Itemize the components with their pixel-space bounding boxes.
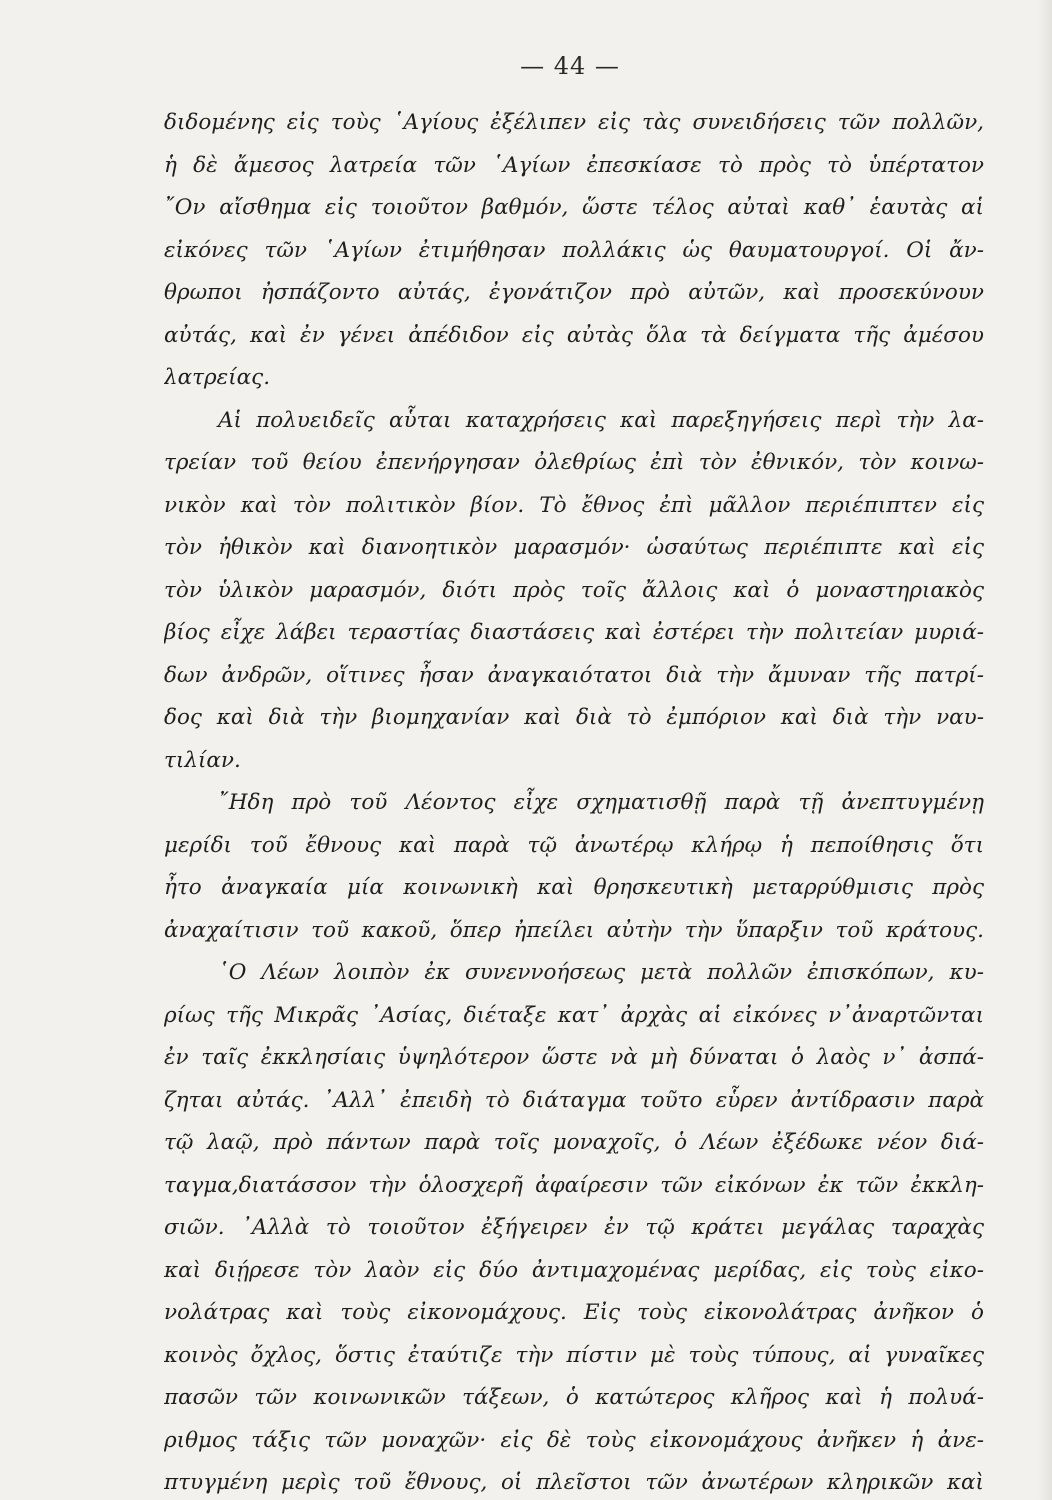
text-line: κοινὸς ὄχλος, ὅστις ἐταύτιζε τὴν πίστιν μὲ τοὺς τύπους, αἱ γυναῖκες: [164, 1342, 984, 1368]
text-line: τὸν ὑλικὸν μαρασμόν, διότι πρὸς τοῖς ἄλλοις καὶ ὁ μοναστηριακὸς: [164, 577, 984, 603]
text-line: ἦτο ἀναγκαία μία κοινωνικὴ καὶ θρησκευτικὴ μεταρρύθμισις πρὸς: [164, 875, 984, 900]
text-line: ζηται αὐτάς. ᾽Αλλ᾽ ἐπειδὴ τὸ διάταγμα τοῦτο εὗρεν ἀντίδρασιν παρὰ: [164, 1087, 984, 1113]
text-line: ῎Ηδη πρὸ τοῦ Λέοντος εἶχε σχηματισθῇ παρὰ τῇ ἀνεπτυγμένῃ: [218, 790, 984, 815]
text-line: θρωποι ἠσπάζοντο αὐτάς, ἐγονάτιζον πρὸ αὐτῶν, καὶ προσεκύνουν: [164, 280, 984, 305]
text-line: ἡ δὲ ἄμεσος λατρεία τῶν ῾Αγίων ἐπεσκίασε τὸ πρὸς τὸ ὑπέρτατον: [164, 152, 984, 178]
page-number: — 44 —: [520, 52, 620, 80]
text-line: διδομένης εἰς τοὺς ῾Αγίους ἐξέλιπεν εἰς τὰς συνειδήσεις τῶν πολλῶν,: [164, 110, 984, 135]
text-line: πασῶν τῶν κοινωνικῶν τάξεων, ὁ κατώτερος κλῆρος καὶ ἡ πολυά-: [164, 1385, 984, 1410]
text-line: νολάτρας καὶ τοὺς εἰκονομάχους. Εἰς τοὺς εἰκονολάτρας ἀνῆκον ὁ: [164, 1300, 984, 1325]
text-line: ριθμος τάξις τῶν μοναχῶν· εἰς δὲ τοὺς εἰκονομάχους ἀνῆκεν ἡ ἀνε-: [164, 1427, 984, 1453]
text-line: βίος εἶχε λάβει τεραστίας διαστάσεις καὶ ἐστέρει τὴν πολιτείαν μυριά-: [164, 620, 984, 645]
text-line: σιῶν. ᾽Αλλὰ τὸ τοιοῦτον ἐξήγειρεν ἐν τῷ κράτει μεγάλας ταραχὰς: [164, 1215, 984, 1240]
text-line: ῎Ον αἴσθημα εἰς τοιοῦτον βαθμόν, ὥστε τέλος αὐταὶ καθ᾽ ἑαυτὰς αἱ: [164, 195, 984, 220]
text-line: δων ἀνδρῶν, οἵτινες ἦσαν ἀναγκαιότατοι διὰ τὴν ἄμυναν τῆς πατρί-: [164, 662, 984, 688]
text-line: Αἱ πολυειδεῖς αὗται καταχρήσεις καὶ παρεξηγήσεις περὶ τὴν λα-: [218, 407, 984, 433]
text-line: λατρείας.: [164, 365, 271, 390]
text-line: αὐτάς, καὶ ἐν γένει ἀπέδιδον εἰς αὐτὰς ὅλα τὰ δείγματα τῆς ἀμέσου: [164, 322, 984, 348]
text-line: τιλίαν.: [164, 747, 241, 773]
text-line: μερίδι τοῦ ἔθνους καὶ παρὰ τῷ ἀνωτέρῳ κλήρῳ ἡ πεποίθησις ὅτι: [164, 832, 984, 858]
text-line: ῾Ο Λέων λοιπὸν ἐκ συνεννοήσεως μετὰ πολλῶν ἐπισκόπων, κυ-: [218, 960, 984, 985]
text-line: δος καὶ διὰ τὴν βιομηχανίαν καὶ διὰ τὸ ἐμπόριον καὶ διὰ τὴν ναυ-: [164, 705, 984, 730]
text-line: νικὸν καὶ τὸν πολιτικὸν βίον. Τὸ ἔθνος ἐπὶ μᾶλλον περιέπιπτεν εἰς: [164, 492, 984, 518]
body-text: [164, 102, 984, 1500]
text-line: τῷ λαῷ, πρὸ πάντων παρὰ τοῖς μοναχοῖς, ὁ Λέων ἐξέδωκε νέον διά-: [164, 1130, 984, 1155]
text-line: εἰκόνες τῶν ῾Αγίων ἐτιμήθησαν πολλάκις ὡς θαυματουργοί. Οἱ ἄν-: [164, 237, 984, 263]
text-line: ρίως τῆς Μικρᾶς ᾽Ασίας, διέταξε κατ᾽ ἀρχὰς αἱ εἰκόνες ν᾽ἀναρτῶνται: [164, 1002, 984, 1028]
text-line: τὸν ἠθικὸν καὶ διανοητικὸν μαρασμόν· ὡσαύτως περιέπιπτε καὶ εἰς: [164, 535, 984, 560]
text-line: τρείαν τοῦ θείου ἐπενήργησαν ὀλεθρίως ἐπὶ τὸν ἐθνικόν, τὸν κοινω-: [164, 450, 984, 475]
text-line: καὶ διῄρεσε τὸν λαὸν εἰς δύο ἀντιμαχομένας μερίδας, εἰς τοὺς εἰκο-: [164, 1257, 984, 1283]
text-line: πτυγμένη μερὶς τοῦ ἔθνους, οἱ πλεῖστοι τῶν ἀνωτέρων κληρικῶν καὶ: [164, 1470, 984, 1495]
text-line: ἀναχαίτισιν τοῦ κακοῦ, ὅπερ ἠπείλει αὐτὴν τὴν ὕπαρξιν τοῦ κράτους.: [164, 917, 984, 943]
text-line: ταγμα,διατάσσον τὴν ὁλοσχερῆ ἀφαίρεσιν τῶν εἰκόνων ἐκ τῶν ἐκκλη-: [164, 1172, 984, 1198]
text-line: ἐν ταῖς ἐκκλησίαις ὑψηλότερον ὥστε νὰ μὴ δύναται ὁ λαὸς ν᾽ ἀσπά-: [164, 1045, 984, 1070]
